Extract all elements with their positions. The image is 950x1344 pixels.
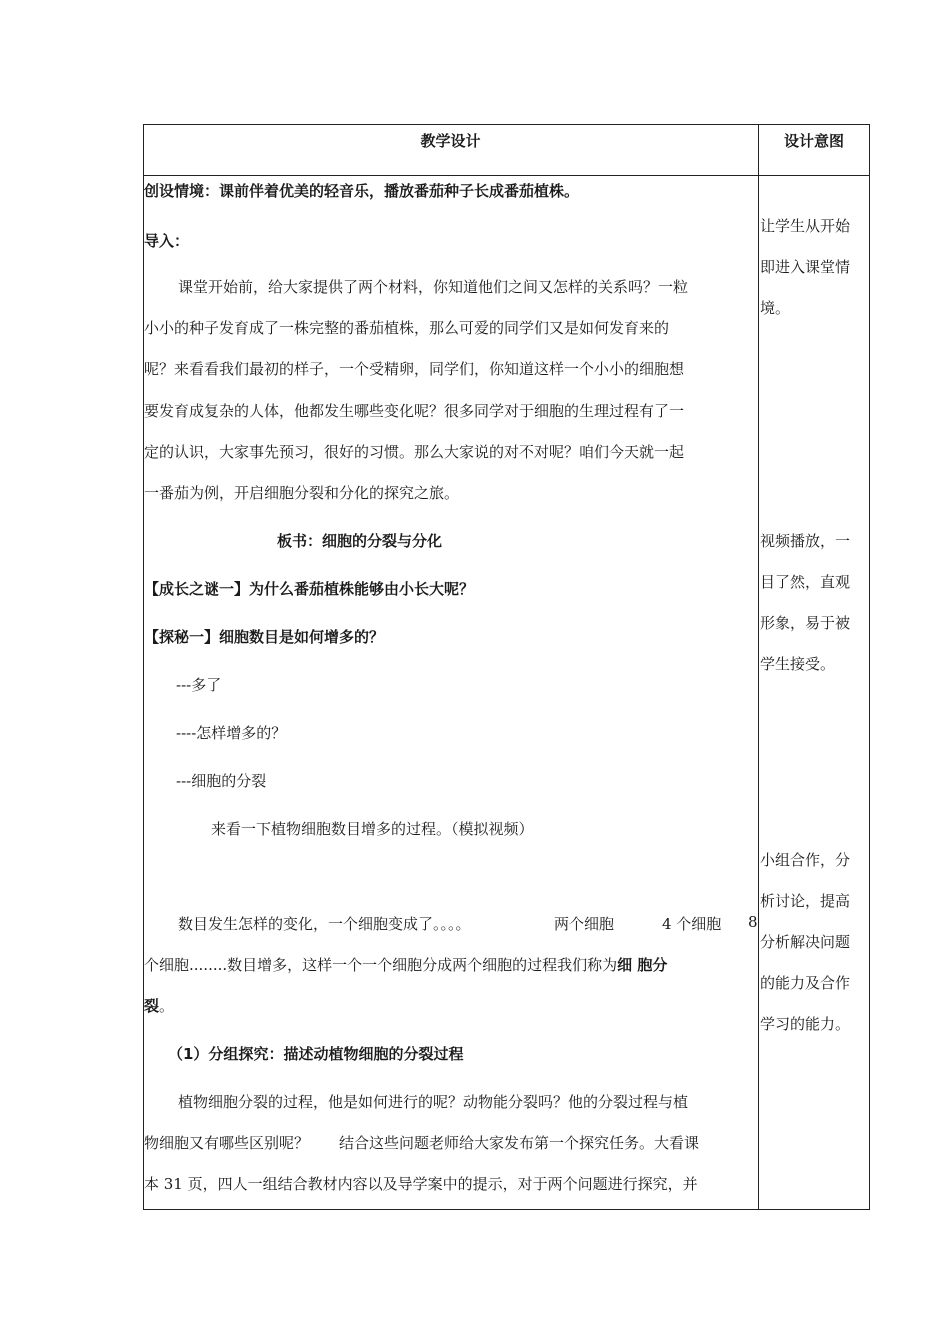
definition-text: 个细胞........数目增多，这样一个一个细胞分成两个细胞的过程我们称为 bbox=[144, 956, 618, 974]
definition-term-end: 裂 bbox=[144, 997, 160, 1015]
cell-count-two: 两个细胞 bbox=[554, 915, 615, 933]
header-teaching-design: 教学设计 bbox=[420, 132, 481, 150]
definition-term: 细 胞分 bbox=[617, 956, 668, 974]
header-divider bbox=[143, 175, 870, 176]
header-design-intent: 设计意图 bbox=[783, 132, 844, 150]
group-inquiry-title: （1）分组探究：描述动植物细胞的分裂过程 bbox=[168, 1045, 464, 1063]
inquiry-paragraph-line: 本 31 页，四人一组结合教材内容以及导学案中的提示，对于两个问题进行探究，并 bbox=[144, 1175, 698, 1193]
inquiry-paragraph-line: 物细胞又有哪些区别呢？ 结合这些问题老师给大家发布第一个探究任务。大看课 bbox=[144, 1134, 700, 1152]
cell-count-eight: 8 bbox=[748, 913, 758, 931]
mystery-one-heading: 【成长之谜一】为什么番茄植株能够由小长大呢？ bbox=[144, 580, 475, 598]
cell-division-definition bbox=[144, 954, 756, 975]
dash-line: ---多了 bbox=[176, 676, 222, 694]
board-title: 板书：细胞的分裂与分化 bbox=[277, 532, 443, 550]
dash-line: ---细胞的分裂 bbox=[176, 772, 267, 790]
video-line: 来看一下植物细胞数目增多的过程。（模拟视频） bbox=[211, 820, 534, 838]
intro-paragraph-line: 课堂开始前，给大家提供了两个材料，你知道他们之间又怎样的关系吗？一粒 bbox=[178, 278, 689, 296]
intro-label: 导入： bbox=[144, 232, 190, 250]
dash-line: ----怎样增多的？ bbox=[176, 724, 287, 742]
intro-paragraph-line: 要发育成复杂的人体，他都发生哪些变化呢？很多同学对于细胞的生理过程有了一 bbox=[144, 402, 685, 420]
intro-paragraph-line: 定的认识，大家事先预习，很好的习惯。那么大家说的对不对呢？咱们今天就一起 bbox=[144, 443, 685, 461]
scene-setting: 创设情境：课前伴着优美的轻音乐，播放番茄种子长成番茄植株。 bbox=[144, 182, 580, 200]
cell-count-line: 数目发生怎样的变化，一个细胞变成了。。。。 bbox=[178, 915, 471, 933]
intro-paragraph-line: 小小的种子发育成了一株完整的番茄植株，那么可爱的同学们又是如何发育来的 bbox=[144, 319, 670, 337]
design-note-video: 视频播放，一 目了然，直观 形象，易于被 学生接受。 bbox=[760, 532, 851, 673]
definition-period: 。 bbox=[159, 997, 175, 1015]
design-note-situation: 让学生从开始 即进入课堂情 境。 bbox=[760, 217, 851, 317]
intro-paragraph-line: 一番茄为例，开启细胞分裂和分化的探究之旅。 bbox=[144, 484, 460, 502]
intro-paragraph-line: 呢？来看看我们最初的样子，一个受精卵，同学们，你知道这样一个小小的细胞想 bbox=[144, 360, 685, 378]
cell-count-four: 4 个细胞 bbox=[662, 915, 722, 933]
design-note-group-work: 小组合作，分 析讨论，提高 分析解决问题 的能力及合作 学习的能力。 bbox=[760, 851, 851, 1033]
inquiry-paragraph-line: 植物细胞分裂的过程，他是如何进行的呢？动物能分裂吗？他的分裂过程与植 bbox=[178, 1093, 689, 1111]
cell-division-definition-end bbox=[144, 995, 756, 1016]
explore-one-heading: 【探秘一】细胞数目是如何增多的？ bbox=[144, 628, 385, 646]
